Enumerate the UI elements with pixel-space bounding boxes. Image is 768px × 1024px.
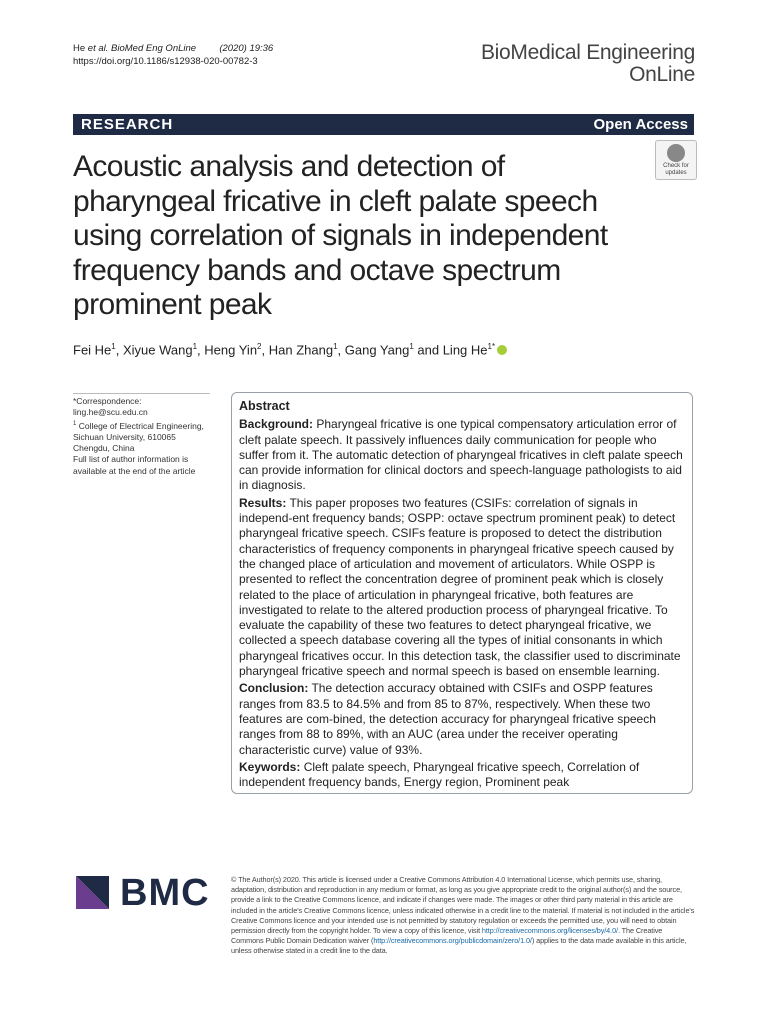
abstract-content	[239, 399, 689, 792]
keywords-text: Cleft palate speech, Pharyngeal fricative speech, Correlation of independent frequency bands, Energy region, Prominent peak	[239, 759, 640, 790]
author-affiliation-sup: 1	[111, 342, 116, 351]
side-notes	[73, 396, 213, 477]
license-link-cc-by[interactable]: http://creativecommons.org/licenses/by/4.0/	[481, 926, 618, 936]
background-text: Pharyngeal fricative is one typical compensatory articulation error of cleft palate speech. It passively influences daily communication for people who suffer from it. The automatic detection of pharyngeal fricatives in cleft palate speech can provide information for clinical doctors and speech-language pathologists to aid in diagnosis.	[239, 417, 683, 493]
abstract-results	[239, 496, 689, 680]
bmc-logo-text: BMC	[120, 872, 210, 914]
author-name[interactable]: Fei He	[73, 342, 112, 358]
author-separator: ,	[197, 342, 205, 358]
journal-name	[481, 42, 695, 86]
author-affiliation-sup: 2	[257, 342, 262, 351]
check-updates-line1: Check for	[663, 163, 689, 169]
abstract-conclusion	[239, 681, 689, 757]
license-text-2: . The Creative Commons Public Domain Dedication waiver (	[231, 926, 663, 946]
author-affiliation-sup: 1*	[487, 342, 496, 351]
affiliation-text: College of Electrical Engineering, Sichuan University, 610065 Chengdu, China	[73, 420, 204, 454]
conclusion-label: Conclusion:	[239, 681, 309, 696]
author-name[interactable]: Gang Yang	[344, 342, 410, 358]
orcid-icon[interactable]	[497, 345, 507, 355]
author-separator: ,	[115, 342, 123, 358]
abstract-keywords	[239, 760, 689, 791]
background-label: Background:	[239, 417, 314, 432]
citation-block	[73, 42, 273, 68]
author-list	[73, 338, 507, 359]
abstract-box	[231, 392, 693, 794]
affiliation-note	[73, 419, 213, 455]
author-affiliation-sup: 1	[192, 342, 198, 351]
bmc-logo	[76, 872, 212, 914]
results-label: Results:	[239, 495, 287, 510]
doi-link[interactable]: https://doi.org/10.1186/s12938-020-00782-3	[73, 56, 258, 67]
author-separator: ,	[261, 342, 269, 358]
citation-year: (2020) 19:36	[219, 43, 274, 54]
results-text: This paper proposes two features (CSIFs: correlation of signals in independ-ent frequency bands; OSPP: octave spectrum prominent peak) to detect pharyngeal fricative speech. CSIFs feature is proposed to detect the distribution characteristics of frequency components in pharyngeal fricative speech caused by the changed place of articulation and movement of articulators. While OSPP is presented to reflect the concentration degree of prominent peak which is closely related to the place of articulation in pharyngeal fricative, both features are investigated to relate to the altered production process of pharyngeal fricative. To evaluate the capability of these two features to detect pharyngeal fricative, we collected a speech database covering all the types of initial consonants in which pharyngeal fricatives occur. In this detection task, the classifier used to discriminate pharyngeal fricative speech and normal speech is based on ensemble learning.	[239, 495, 681, 679]
check-for-updates-badge[interactable]	[655, 140, 697, 180]
author-affiliation-sup: 1	[333, 342, 338, 351]
license-text-1: © The Author(s) 2020. This article is licensed under a Creative Commons Attribution 4.0 International License, which permits use, sharing, adaptation, distribution and reproduction in any medium or format, as long as you give appropriate credit to the original author(s) and the source, provide a link to the Creative Commons licence, and indicate if changes were made. The images or other third party material in this article are included in the article's Creative Commons licence, unless indicated otherwise in a credit line to the material. If material is not included in the article's Creative Commons licence and your intended use is not permitted by statutory regulation or exceeds the permitted use, you will need to obtain permission directly from the copyright holder. To view a copy of this licence, visit	[231, 875, 695, 936]
correspondence-label: *Correspondence:	[73, 396, 142, 406]
check-updates-text	[656, 163, 696, 177]
conclusion-text: The detection accuracy obtained with CSIFs and OSPP features ranges from 83.5 to 84.5% and from 85 to 87%, respectively. When these two features are com-bined, the detection accuracy for pharyngeal fricative speech ranges from 88 to 89%, with an AUC (area under the receiver operating characteristic curve) value of 93%.	[239, 681, 656, 757]
author-info-note: Full list of author information is available at the end of the article	[73, 454, 196, 476]
author-name[interactable]: Heng Yin	[204, 342, 258, 358]
side-notes-divider	[73, 393, 210, 394]
abstract-heading: Abstract	[239, 399, 290, 413]
license-link-cc-zero[interactable]: http://creativecommons.org/publicdomain/zero/1.0/	[373, 936, 532, 946]
author-name[interactable]: Han Zhang	[268, 342, 334, 358]
open-access-label: Open Access	[593, 116, 688, 133]
author-separator: and	[413, 342, 443, 358]
citation-authors: He	[73, 43, 88, 54]
citation-journal: et al. BioMed Eng OnLine	[87, 43, 197, 54]
article-title: Acoustic analysis and detection of pharyngeal fricative in cleft palate speech using correlation of signals in independent frequency bands and octave spectrum prominent peak	[73, 150, 608, 321]
author-affiliation-sup: 1	[409, 342, 414, 351]
abstract-background	[239, 417, 689, 493]
license-text-3: ) applies to the data made available in this article, unless otherwise stated in a credit line to the data.	[231, 936, 687, 956]
license-statement	[231, 875, 695, 957]
correspondence-email[interactable]: ling.he@scu.edu.cn	[73, 407, 148, 418]
article-type-label: RESEARCH	[81, 116, 174, 133]
check-updates-icon	[667, 144, 685, 162]
journal-name-line1: BioMedical Engineering	[480, 41, 695, 64]
author-name[interactable]: Ling He	[442, 342, 488, 358]
citation-line	[73, 42, 273, 55]
affiliation-sup: 1	[73, 420, 77, 427]
journal-name-line2: OnLine	[629, 63, 695, 86]
author-name[interactable]: Xiyue Wang	[122, 342, 193, 358]
author-separator: ,	[337, 342, 345, 358]
check-updates-line2: updates	[665, 170, 687, 176]
bmc-logo-mark-icon	[76, 876, 109, 909]
keywords-label: Keywords:	[239, 759, 301, 774]
article-type-bar	[73, 114, 694, 135]
